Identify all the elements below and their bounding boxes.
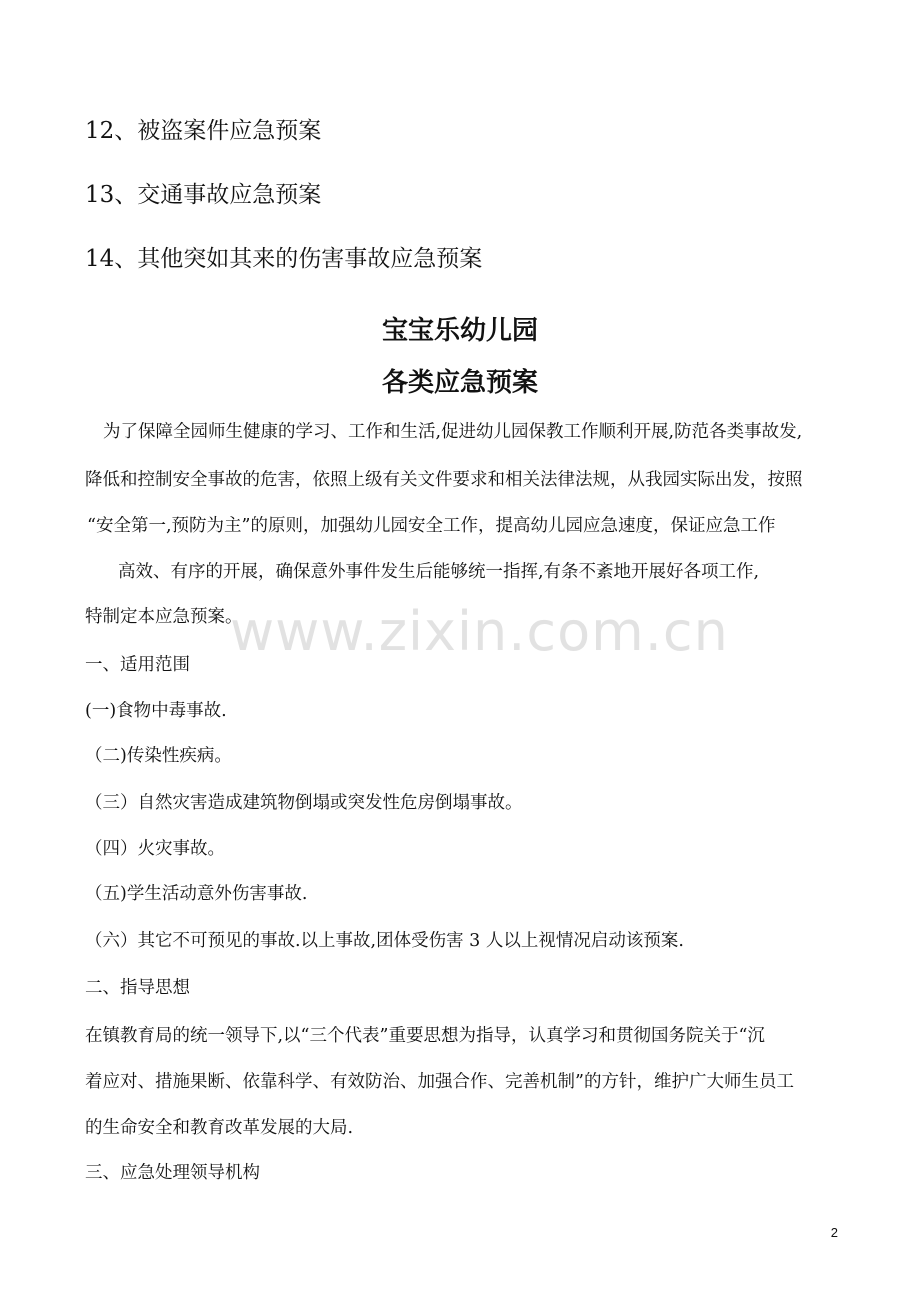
section-heading: 二、指导思想 — [85, 978, 190, 998]
document-title: 宝宝乐幼儿园 — [381, 316, 538, 346]
document-subtitle: 各类应急预案 — [381, 368, 538, 398]
intro-line: 特制定本应急预案。 — [85, 607, 243, 627]
intro-line: “安全第一,预防为主”的原则，加强幼儿园安全工作，提高幼儿园应急速度，保证应急工作 — [87, 516, 776, 536]
list-item: （六）其它不可预见的事故.以上事故,团体受伤害 3 人以上视情况启动该预案. — [85, 931, 684, 951]
intro-line: 降低和控制安全事故的危害，依照上级有关文件要求和相关法律法规，从我园实际出发，按照 — [85, 470, 803, 490]
intro-line: 为了保障全园师生健康的学习、工作和生活,促进幼儿园保教工作顺利开展,防范各类事故发, — [103, 422, 803, 442]
watermark: www.zixin.com.cn — [230, 600, 729, 663]
list-item: （五)学生活动意外伤害事故. — [85, 884, 308, 904]
list-item: （二)传染性疾病。 — [85, 746, 232, 766]
paragraph-line: 着应对、措施果断、依靠科学、有效防治、加强合作、完善机制”的方针，维护广大师生员工 — [85, 1072, 794, 1092]
paragraph-line: 的生命安全和教育改革发展的大局. — [85, 1118, 354, 1138]
section-heading: 三、应急处理领导机构 — [85, 1163, 260, 1183]
list-item: （四）火灾事故。 — [85, 839, 225, 859]
list-item: 13、交通事故应急预案 — [85, 182, 322, 208]
list-item: (一)食物中毒事故. — [85, 701, 227, 721]
intro-line: 高效、有序的开展，确保意外事件发生后能够统一指挥,有条不紊地开展好各项工作, — [118, 562, 760, 582]
list-item: 14、其他突如其来的伤害事故应急预案 — [85, 246, 483, 272]
list-item: （三）自然灾害造成建筑物倒塌或突发性危房倒塌事故。 — [85, 793, 523, 813]
list-item: 12、被盗案件应急预案 — [85, 118, 322, 144]
paragraph-line: 在镇教育局的统一领导下,以“三个代表”重要思想为指导，认真学习和贯彻国务院关于“沉 — [85, 1026, 765, 1046]
section-heading: 一、适用范围 — [85, 655, 190, 675]
page-number: 2 — [830, 1225, 838, 1240]
